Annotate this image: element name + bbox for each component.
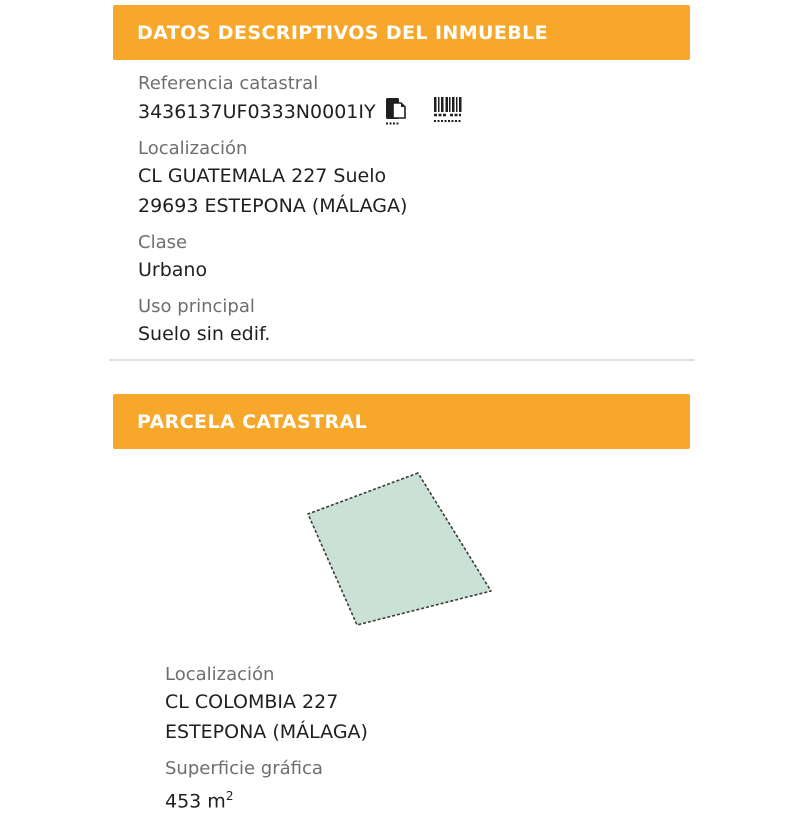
parcel-map-canvas — [300, 465, 500, 637]
parcela-localizacion-line-1: CL COLOMBIA 227 — [165, 691, 339, 713]
catastro-page — [113, 5, 690, 816]
field-superficie-grafica — [165, 757, 690, 816]
clase-value: Urbano — [138, 259, 208, 281]
referencia-value-row — [138, 96, 690, 127]
section-parcela-catastral — [113, 394, 690, 816]
localizacion-line-2: 29693 ESTEPONA (MÁLAGA) — [138, 195, 408, 217]
section-header-datos — [113, 5, 690, 60]
localizacion-line-1: CL GUATEMALA 227 Suelo — [138, 165, 387, 187]
field-label: Clase — [138, 232, 188, 253]
field-label: Localización — [138, 138, 248, 159]
parcela-localizacion-line-2: ESTEPONA (MÁLAGA) — [165, 721, 368, 743]
superficie-number: 453 m — [165, 790, 226, 813]
field-localizacion — [138, 137, 690, 221]
field-label: Superficie gráfica — [165, 758, 323, 779]
barcode-icon[interactable] — [434, 96, 463, 127]
section-header-parcela — [113, 394, 690, 449]
superficie-exponent: 2 — [225, 789, 234, 803]
parcela-body — [113, 651, 690, 816]
field-referencia-catastral — [138, 72, 690, 127]
copy-icon[interactable] — [385, 97, 409, 127]
section-divider — [109, 359, 695, 361]
field-label: Localización — [165, 664, 275, 685]
superficie-value — [165, 781, 690, 816]
field-label: Uso principal — [138, 296, 255, 317]
parcel-map — [113, 465, 690, 651]
section-title-datos: DATOS DESCRIPTIVOS DEL INMUEBLE — [137, 21, 548, 44]
field-clase — [138, 231, 690, 285]
field-uso-principal — [138, 295, 690, 349]
referencia-catastral-value: 3436137UF0333N0001IY — [138, 100, 376, 123]
section-datos-descriptivos — [113, 5, 690, 361]
field-label: Referencia catastral — [138, 73, 319, 94]
parcel-polygon[interactable] — [308, 473, 491, 625]
field-localizacion-parcela — [165, 663, 690, 747]
section-title-parcela: PARCELA CATASTRAL — [137, 410, 368, 433]
uso-principal-value: Suelo sin edif. — [138, 323, 271, 345]
datos-body — [113, 60, 690, 349]
